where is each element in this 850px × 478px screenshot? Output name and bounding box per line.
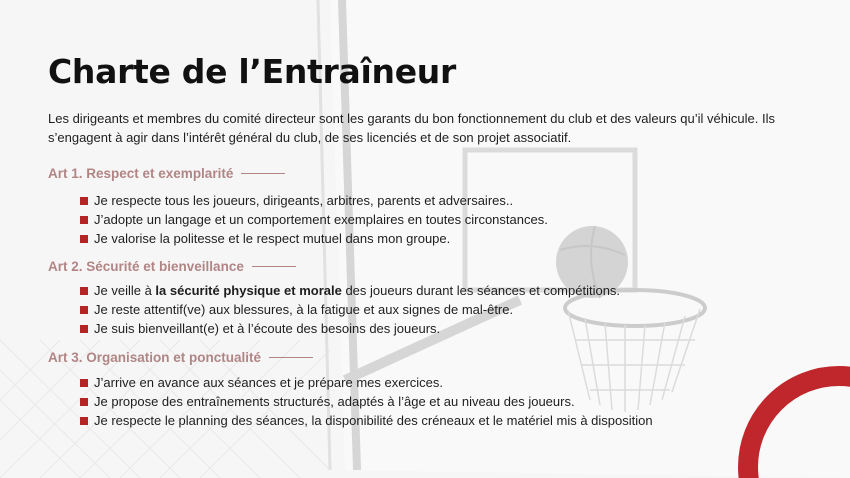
list-item [80, 392, 653, 411]
list-item [80, 281, 620, 300]
list-item-text-part: Je veille à [94, 283, 156, 298]
intro-paragraph [48, 109, 848, 147]
square-bullet-icon [80, 216, 88, 224]
decorative-ring-icon [734, 362, 850, 478]
section-heading-organisation [48, 350, 313, 365]
square-bullet-icon [80, 287, 88, 295]
heading-rule [269, 357, 313, 358]
list-item-text-part: des joueurs durant les séances et compétitions. [341, 283, 621, 298]
list-item [80, 191, 548, 210]
list-item-text: Je suis bienveillant(e) et à l’écoute des besoins des joueurs. [94, 321, 441, 336]
page-title: Charte de l’Entraîneur [48, 52, 456, 91]
list-item-text: Je valorise la politesse et le respect mutuel dans mon groupe. [94, 231, 451, 246]
list-item [80, 373, 653, 392]
intro-line-1: Les dirigeants et membres du comité directeur sont les garants du bon fonctionnement du club et des valeurs qu’il véhicule. Ils [48, 111, 775, 126]
section-heading-respect [48, 166, 285, 181]
section-list-respect [80, 191, 548, 248]
section-list-securite [80, 281, 620, 338]
section-heading-securite [48, 259, 296, 274]
list-item [80, 300, 620, 319]
list-item-text: Je propose des entraînements structurés, adaptés à l’âge et au niveau des joueurs. [94, 394, 575, 409]
list-item-text [94, 283, 620, 298]
square-bullet-icon [80, 417, 88, 425]
list-item-text: Je respecte tous les joueurs, dirigeants, arbitres, parents et adversaires.. [94, 193, 514, 208]
list-item-text: Je reste attentif(ve) aux blessures, à la fatigue et aux signes de mal-être. [94, 302, 514, 317]
list-item [80, 411, 653, 430]
heading-rule [241, 173, 285, 174]
list-item-emphasis: la sécurité physique et morale [155, 283, 342, 298]
list-item [80, 319, 620, 338]
section-heading-label: Art 1. Respect et exemplarité [48, 166, 234, 181]
heading-rule [252, 266, 296, 267]
list-item-text: J’arrive en avance aux séances et je prépare mes exercices. [94, 375, 444, 390]
list-item [80, 229, 548, 248]
square-bullet-icon [80, 235, 88, 243]
intro-line-2: s’engagent à agir dans l’intérêt général du club, de ses licenciés et de son projet associatif. [48, 130, 572, 145]
square-bullet-icon [80, 197, 88, 205]
square-bullet-icon [80, 379, 88, 387]
section-list-organisation [80, 373, 653, 430]
list-item [80, 210, 548, 229]
square-bullet-icon [80, 325, 88, 333]
section-heading-label: Art 3. Organisation et ponctualité [48, 350, 262, 365]
square-bullet-icon [80, 306, 88, 314]
list-item-text: J’adopte un langage et un comportement exemplaires en toutes circonstances. [94, 212, 548, 227]
square-bullet-icon [80, 398, 88, 406]
section-heading-label: Art 2. Sécurité et bienveillance [48, 259, 244, 274]
list-item-text: Je respecte le planning des séances, la disponibilité des créneaux et le matériel mis à disposition [94, 413, 653, 428]
